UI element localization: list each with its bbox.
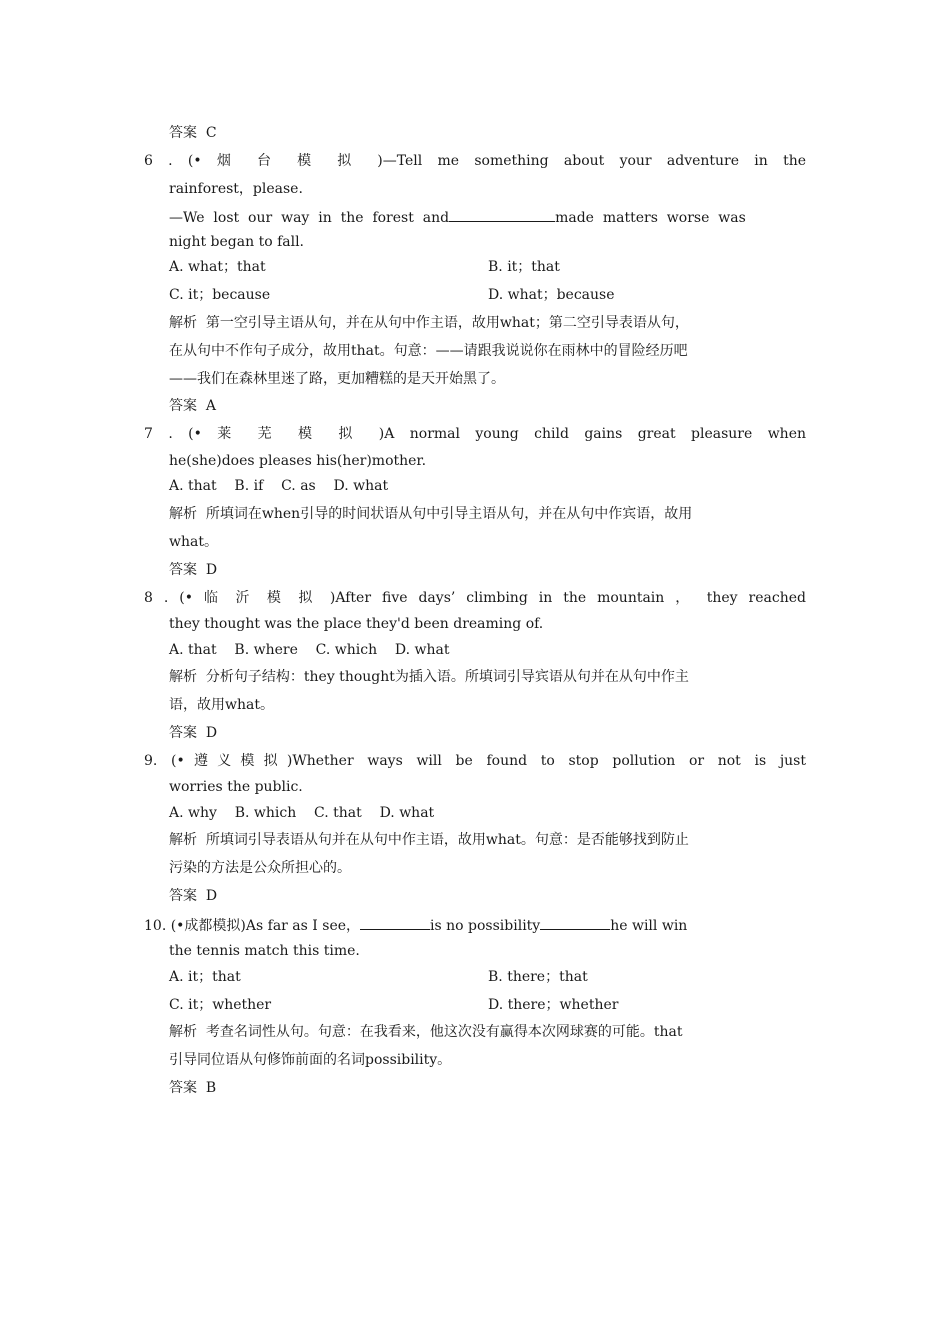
q8-explanation-1: 解析 分析句子结构：they thought为插入语。所填词引导宾语从句并在从句中作主 [169, 669, 689, 685]
answer-blank [360, 914, 430, 930]
q6-option-c: C. it；because [169, 287, 271, 303]
q9-line1: 9. (•遵义模拟)Whether ways will be found to stop pollution or not is just [144, 753, 806, 769]
q8-answer: 答案 D [169, 725, 218, 741]
answer-blank [449, 206, 555, 222]
q9-answer: 答案 D [169, 888, 218, 904]
q10-option-d: D. there；whether [488, 997, 619, 1013]
q8-options: A. that B. where C. which D. what [169, 642, 450, 658]
q7-options: A. that B. if C. as D. what [169, 478, 389, 494]
q10-explanation-1: 解析 考查名词性从句。句意：在我看来，他这次没有赢得本次网球赛的可能。that [169, 1024, 683, 1040]
q10-option-c: C. it；whether [169, 997, 272, 1013]
q6-options-row1 [169, 257, 806, 277]
answer-blank [540, 914, 610, 930]
q6-options-row2 [169, 285, 806, 305]
q10-line1 [144, 914, 806, 934]
q6-line4: night began to fall. [169, 234, 305, 250]
q10-explanation-2: 引导同位语从句修饰前面的名词possibility。 [169, 1052, 452, 1068]
q7-line2: he(she)does pleases his(her)mother. [169, 453, 427, 469]
answer-prev: 答案 C [169, 125, 217, 141]
q8-line2: they thought was the place they'd been dreaming of. [169, 616, 544, 632]
q8-explanation-2: 语，故用what。 [169, 697, 274, 713]
q10-option-a: A. it；that [169, 969, 241, 985]
q7-explanation-2: what。 [169, 534, 218, 550]
q7-explanation-1: 解析 所填词在when引导的时间状语从句中引导主语从句，并在从句中作宾语，故用 [169, 506, 693, 522]
q10-options-row2 [169, 995, 806, 1015]
q10-line1-part2: is no possibility [430, 918, 541, 934]
q9-line2: worries the public. [169, 779, 303, 795]
q9-options: A. why B. which C. that D. what [169, 805, 435, 821]
q6-line1: 6 . (• 烟 台 模 拟 )—Tell me something about your adventure in the [144, 153, 806, 169]
q10-answer: 答案 B [169, 1080, 217, 1096]
q9-explanation-2: 污染的方法是公众所担心的。 [169, 860, 351, 876]
q9-explanation-1: 解析 所填词引导表语从句并在从句中作主语，故用what。句意：是否能够找到防止 [169, 832, 689, 848]
q10-options-row1 [169, 967, 806, 987]
q10-line1-part3: he will win [610, 918, 688, 934]
q7-line1: 7 . (• 莱 芜 模 拟 )A normal young child gains great pleasure when [144, 426, 806, 442]
q6-line3-part1: —We lost our way in the forest and [169, 210, 450, 226]
q10-line1-part1: 10. (•成都模拟)As far as I see， [144, 918, 361, 934]
q10-line2: the tennis match this time. [169, 943, 360, 959]
q6-explanation-3: ——我们在森林里迷了路，更加糟糕的是天开始黑了。 [169, 371, 505, 387]
q6-option-d: D. what；because [488, 287, 615, 303]
q6-option-a: A. what；that [169, 259, 266, 275]
q6-line3 [169, 206, 806, 226]
q6-explanation-1: 解析 第一空引导主语从句，并在从句中作主语，故用what；第二空引导表语从句， [169, 315, 689, 331]
q6-explanation-2: 在从句中不作句子成分，故用that。句意：——请跟我说说你在雨林中的冒险经历吧 [169, 343, 688, 359]
q10-option-b: B. there；that [488, 969, 588, 985]
q7-answer: 答案 D [169, 562, 218, 578]
q6-line2: rainforest，please. [169, 181, 303, 197]
q6-answer: 答案 A [169, 398, 217, 414]
q6-line3-part2: made matters worse was [555, 210, 746, 226]
q6-option-b: B. it；that [488, 259, 560, 275]
q8-line1: 8 . (• 临 沂 模 拟 )After five days’ climbing in the mountain ， they reached [144, 590, 806, 606]
